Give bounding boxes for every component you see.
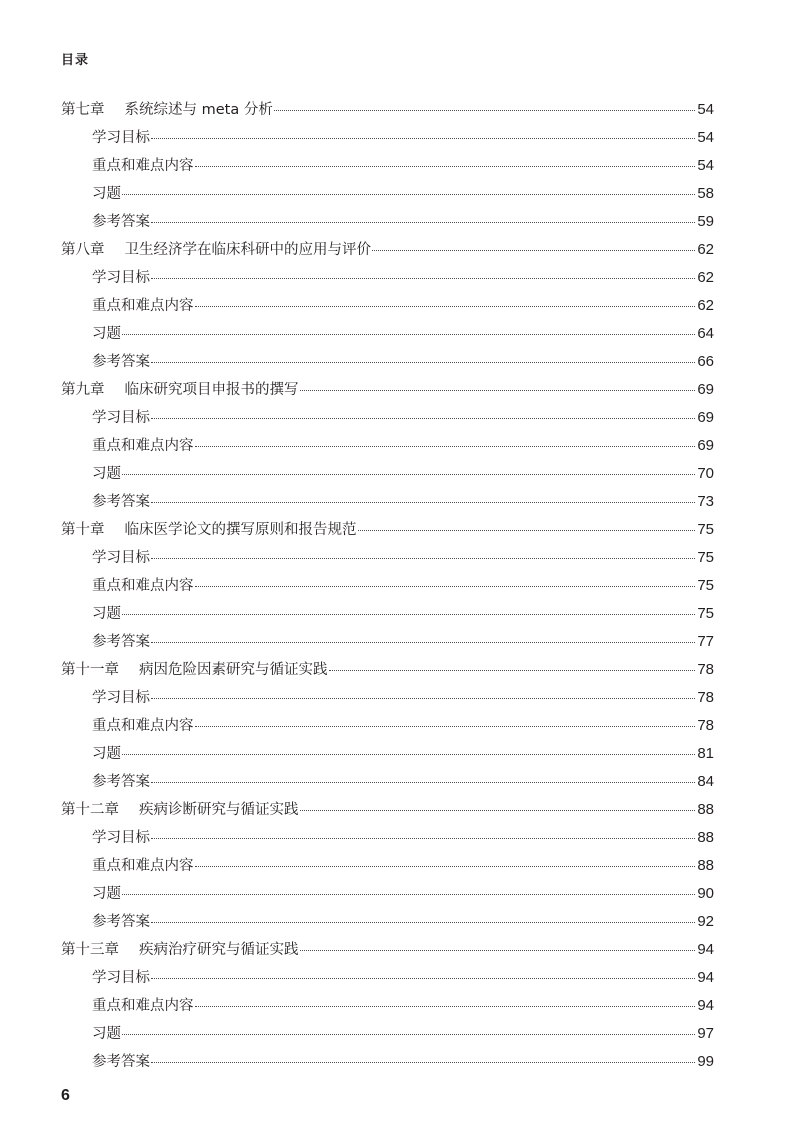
toc-section-entry[interactable] bbox=[61, 460, 714, 488]
section-title: 学习目标 bbox=[92, 970, 150, 986]
section-page-number: 62 bbox=[697, 297, 714, 314]
dot-leader bbox=[151, 361, 695, 363]
section-title: 学习目标 bbox=[92, 130, 150, 146]
chapter-page-number: 54 bbox=[697, 101, 714, 118]
toc-chapter-entry[interactable] bbox=[61, 376, 714, 404]
dot-leader bbox=[151, 977, 695, 979]
section-title: 习题 bbox=[92, 466, 121, 482]
chapter-page-number: 75 bbox=[697, 521, 714, 538]
section-title: 学习目标 bbox=[92, 410, 150, 426]
section-title: 重点和难点内容 bbox=[92, 158, 194, 174]
toc-section-entry[interactable] bbox=[61, 600, 714, 628]
section-page-number: 88 bbox=[697, 857, 714, 874]
section-title: 习题 bbox=[92, 326, 121, 342]
toc-section-entry[interactable] bbox=[61, 572, 714, 600]
toc-section-entry[interactable] bbox=[61, 1048, 714, 1076]
dot-leader bbox=[122, 333, 695, 335]
section-title: 学习目标 bbox=[92, 270, 150, 286]
section-page-number: 70 bbox=[697, 465, 714, 482]
toc-chapter-entry[interactable] bbox=[61, 516, 714, 544]
dot-leader bbox=[122, 473, 695, 475]
section-page-number: 90 bbox=[697, 885, 714, 902]
toc-chapter-entry[interactable] bbox=[61, 936, 714, 964]
chapter-number: 第十二章 bbox=[61, 802, 119, 818]
toc-section-entry[interactable] bbox=[61, 292, 714, 320]
toc-section-entry[interactable] bbox=[61, 740, 714, 768]
section-page-number: 69 bbox=[697, 437, 714, 454]
section-page-number: 75 bbox=[697, 605, 714, 622]
section-title: 学习目标 bbox=[92, 690, 150, 706]
toc-section-entry[interactable] bbox=[61, 992, 714, 1020]
section-page-number: 94 bbox=[697, 969, 714, 986]
chapter-number: 第十章 bbox=[61, 522, 105, 538]
section-title: 学习目标 bbox=[92, 550, 150, 566]
section-title: 习题 bbox=[92, 1026, 121, 1042]
chapter-page-number: 69 bbox=[697, 381, 714, 398]
dot-leader bbox=[151, 837, 695, 839]
chapter-title-text: 疾病诊断研究与循证实践 bbox=[139, 802, 299, 818]
dot-leader bbox=[151, 417, 695, 419]
toc-section-entry[interactable] bbox=[61, 964, 714, 992]
toc-chapter-entry[interactable] bbox=[61, 96, 714, 124]
section-title: 学习目标 bbox=[92, 830, 150, 846]
section-page-number: 62 bbox=[697, 269, 714, 286]
dot-leader bbox=[122, 753, 695, 755]
toc-chapter-entry[interactable] bbox=[61, 796, 714, 824]
section-title: 习题 bbox=[92, 186, 121, 202]
dot-leader bbox=[358, 529, 696, 531]
section-title: 参考答案 bbox=[92, 634, 150, 650]
section-title: 重点和难点内容 bbox=[92, 578, 194, 594]
toc-section-entry[interactable] bbox=[61, 488, 714, 516]
dot-leader bbox=[195, 725, 696, 727]
dot-leader bbox=[300, 949, 696, 951]
chapter-number: 第九章 bbox=[61, 382, 105, 398]
chapter-page-number: 94 bbox=[697, 941, 714, 958]
section-title: 重点和难点内容 bbox=[92, 438, 194, 454]
dot-leader bbox=[195, 1005, 696, 1007]
toc-section-entry[interactable] bbox=[61, 180, 714, 208]
chapter-title bbox=[61, 236, 371, 264]
dot-leader bbox=[151, 277, 695, 279]
toc-section-entry[interactable] bbox=[61, 432, 714, 460]
chapter-title bbox=[61, 96, 273, 124]
section-title: 参考答案 bbox=[92, 1054, 150, 1070]
section-page-number: 64 bbox=[697, 325, 714, 342]
chapter-title-text: 临床研究项目申报书的撰写 bbox=[124, 382, 299, 398]
section-title: 参考答案 bbox=[92, 494, 150, 510]
dot-leader bbox=[122, 1033, 695, 1035]
section-page-number: 78 bbox=[697, 717, 714, 734]
section-page-number: 58 bbox=[697, 185, 714, 202]
toc-section-entry[interactable] bbox=[61, 544, 714, 572]
chapter-title-text: 疾病治疗研究与循证实践 bbox=[139, 942, 299, 958]
section-title: 参考答案 bbox=[92, 354, 150, 370]
dot-leader bbox=[151, 1061, 695, 1063]
section-page-number: 54 bbox=[697, 129, 714, 146]
section-title: 重点和难点内容 bbox=[92, 298, 194, 314]
toc-section-entry[interactable] bbox=[61, 684, 714, 712]
section-title: 重点和难点内容 bbox=[92, 718, 194, 734]
chapter-title-text: 病因危险因素研究与循证实践 bbox=[139, 662, 328, 678]
toc-section-entry[interactable] bbox=[61, 768, 714, 796]
toc-section-entry[interactable] bbox=[61, 628, 714, 656]
dot-leader bbox=[151, 137, 695, 139]
dot-leader bbox=[151, 781, 695, 783]
chapter-title bbox=[61, 796, 299, 824]
section-page-number: 75 bbox=[697, 577, 714, 594]
toc-section-entry[interactable] bbox=[61, 152, 714, 180]
section-title: 重点和难点内容 bbox=[92, 998, 194, 1014]
toc-section-entry[interactable] bbox=[61, 1020, 714, 1048]
section-page-number: 54 bbox=[697, 157, 714, 174]
chapter-number: 第十一章 bbox=[61, 662, 119, 678]
dot-leader bbox=[122, 893, 695, 895]
section-title: 习题 bbox=[92, 606, 121, 622]
toc-section-entry[interactable] bbox=[61, 824, 714, 852]
dot-leader bbox=[151, 557, 695, 559]
chapter-title bbox=[61, 516, 357, 544]
dot-leader bbox=[122, 613, 695, 615]
table-of-contents bbox=[61, 96, 714, 1076]
dot-leader bbox=[274, 109, 695, 111]
dot-leader bbox=[195, 445, 696, 447]
section-page-number: 73 bbox=[697, 493, 714, 510]
chapter-title-text: 系统综述与 meta 分析 bbox=[124, 102, 273, 118]
toc-section-entry[interactable] bbox=[61, 264, 714, 292]
toc-section-entry[interactable] bbox=[61, 712, 714, 740]
section-page-number: 77 bbox=[697, 633, 714, 650]
dot-leader bbox=[372, 249, 695, 251]
dot-leader bbox=[151, 921, 695, 923]
chapter-title bbox=[61, 376, 299, 404]
dot-leader bbox=[195, 585, 696, 587]
section-page-number: 69 bbox=[697, 409, 714, 426]
toc-section-entry[interactable] bbox=[61, 404, 714, 432]
section-title: 参考答案 bbox=[92, 914, 150, 930]
dot-leader bbox=[300, 809, 696, 811]
section-page-number: 97 bbox=[697, 1025, 714, 1042]
toc-chapter-entry[interactable] bbox=[61, 236, 714, 264]
chapter-title bbox=[61, 656, 328, 684]
section-page-number: 84 bbox=[697, 773, 714, 790]
toc-section-entry[interactable] bbox=[61, 880, 714, 908]
chapter-page-number: 62 bbox=[697, 241, 714, 258]
section-page-number: 78 bbox=[697, 689, 714, 706]
dot-leader bbox=[151, 641, 695, 643]
section-title: 习题 bbox=[92, 886, 121, 902]
dot-leader bbox=[195, 165, 696, 167]
dot-leader bbox=[195, 305, 696, 307]
dot-leader bbox=[151, 697, 695, 699]
dot-leader bbox=[151, 501, 695, 503]
chapter-page-number: 78 bbox=[697, 661, 714, 678]
dot-leader bbox=[122, 193, 695, 195]
chapter-number: 第八章 bbox=[61, 242, 105, 258]
dot-leader bbox=[195, 865, 696, 867]
section-title: 参考答案 bbox=[92, 774, 150, 790]
toc-section-entry[interactable] bbox=[61, 852, 714, 880]
section-page-number: 66 bbox=[697, 353, 714, 370]
toc-section-entry[interactable] bbox=[61, 348, 714, 376]
section-page-number: 81 bbox=[697, 745, 714, 762]
chapter-number: 第十三章 bbox=[61, 942, 119, 958]
section-title: 习题 bbox=[92, 746, 121, 762]
section-title: 参考答案 bbox=[92, 214, 150, 230]
dot-leader bbox=[329, 669, 696, 671]
section-page-number: 94 bbox=[697, 997, 714, 1014]
toc-section-entry[interactable] bbox=[61, 208, 714, 236]
page-number: 6 bbox=[61, 1087, 70, 1104]
chapter-number: 第七章 bbox=[61, 102, 105, 118]
section-title: 重点和难点内容 bbox=[92, 858, 194, 874]
section-page-number: 99 bbox=[697, 1053, 714, 1070]
toc-section-entry[interactable] bbox=[61, 124, 714, 152]
chapter-title bbox=[61, 936, 299, 964]
section-page-number: 92 bbox=[697, 913, 714, 930]
chapter-title-text: 卫生经济学在临床科研中的应用与评价 bbox=[124, 242, 371, 258]
chapter-page-number: 88 bbox=[697, 801, 714, 818]
dot-leader bbox=[300, 389, 696, 391]
toc-chapter-entry[interactable] bbox=[61, 656, 714, 684]
toc-section-entry[interactable] bbox=[61, 908, 714, 936]
dot-leader bbox=[151, 221, 695, 223]
chapter-title-text: 临床医学论文的撰写原则和报告规范 bbox=[124, 522, 357, 538]
section-page-number: 88 bbox=[697, 829, 714, 846]
section-page-number: 59 bbox=[697, 213, 714, 230]
section-page-number: 75 bbox=[697, 549, 714, 566]
toc-section-entry[interactable] bbox=[61, 320, 714, 348]
page-header-title: 目录 bbox=[61, 53, 90, 68]
